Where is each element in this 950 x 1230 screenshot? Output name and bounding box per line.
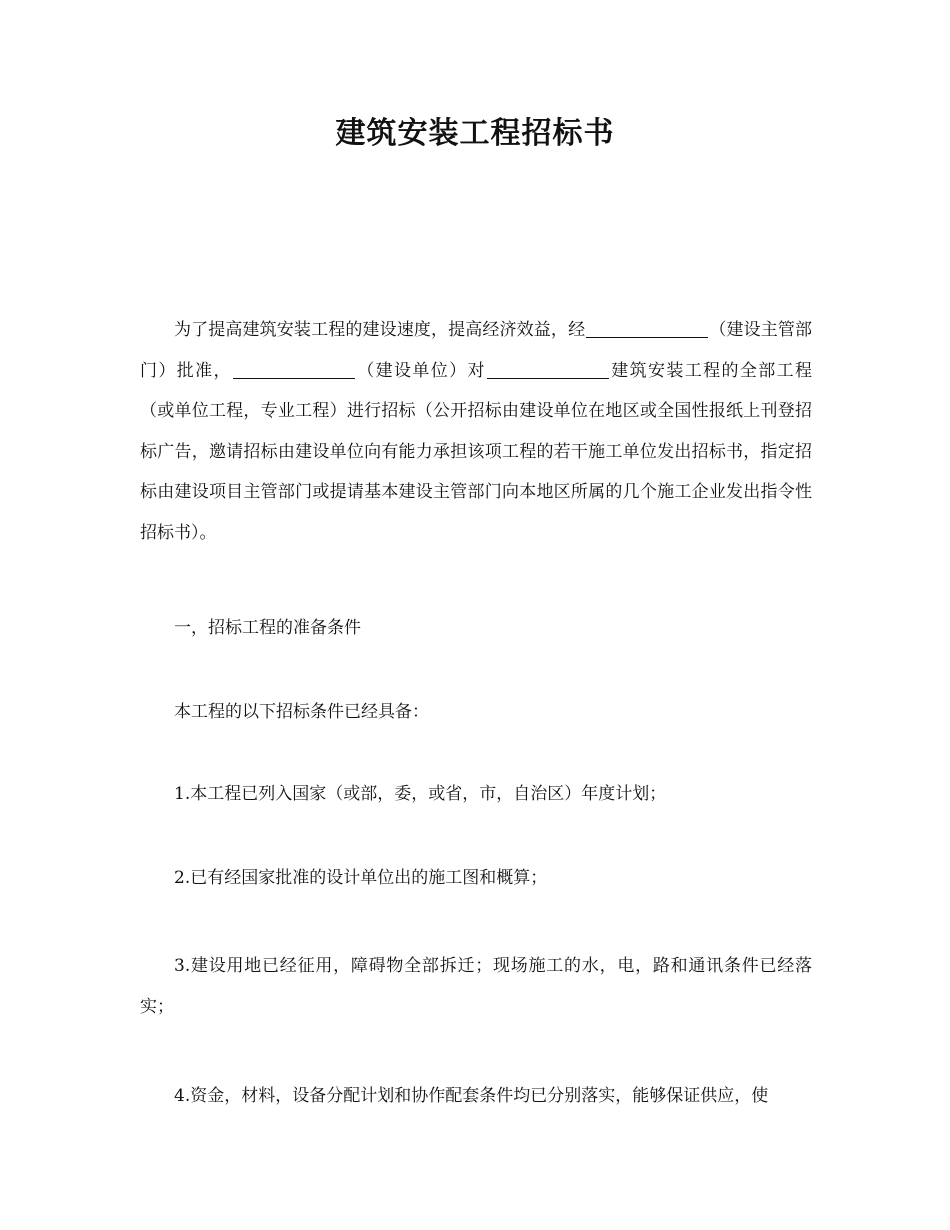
intro-text-part4: 建筑安装工程的全部工程（或单位工程，专业工程）进行招标（公开招标由建设单位在地区或全国性报纸上刊登招标广告，邀请招标由建设单位向有能力承担该项工程的若干施工单位发出招标书，指定招标由建设项目主管部门或提请基本建设主管部门向本地区所属的几个施工企业发出指令性招标书）。 [140, 360, 812, 543]
intro-text-part3: （建设单位）对 [355, 360, 486, 381]
intro-paragraph [140, 310, 812, 553]
blank-construction-unit[interactable] [233, 360, 355, 379]
condition-item-4: 4.资金，材料，设备分配计划和协作配套条件均已分别落实，能够保证供应，使 [174, 1086, 769, 1106]
condition-item-3: 3.建设用地已经征用，障碍物全部拆迁；现场施工的水，电，路和通讯条件已经落实； [140, 956, 812, 1017]
condition-item-2: 2.已有经国家批准的设计单位出的施工图和概算； [174, 868, 548, 888]
intro-text-part2: （建设主管部门）批准， [140, 320, 813, 381]
document-title: 建筑安装工程招标书 [335, 116, 615, 151]
blank-project-name[interactable] [487, 360, 609, 379]
conditions-intro: 本工程的以下招标条件已经具备： [174, 702, 429, 722]
condition-item-1: 1.本工程已列入国家（或部，委，或省，市，自治区）年度计划； [174, 784, 667, 804]
section-heading: 一，招标工程的准备条件 [174, 618, 361, 638]
blank-authority[interactable] [586, 319, 708, 338]
intro-text-part1: 为了提高建筑安装工程的建设速度，提高经济效益，经 [174, 320, 586, 340]
